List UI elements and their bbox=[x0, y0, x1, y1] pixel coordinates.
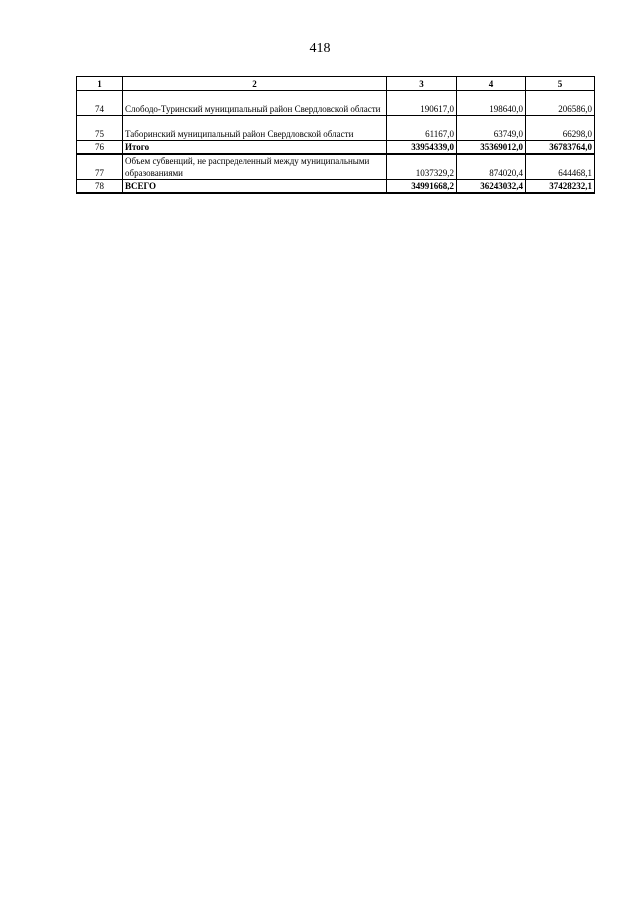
page-number: 418 bbox=[309, 41, 331, 56]
unallocated-label-text: Объем субвенций, не распределенный между муниципальными образованиями bbox=[125, 156, 370, 178]
column-header-2: 2 bbox=[123, 77, 387, 91]
municipality-name-text: Таборинский муниципальный район Свердловской области bbox=[125, 129, 354, 139]
value-col-4: 36243032,4 bbox=[457, 180, 526, 194]
row-number: 76 bbox=[77, 141, 123, 155]
unallocated-label bbox=[123, 154, 387, 180]
value-col-4: 35369012,0 bbox=[457, 141, 526, 155]
column-header-1: 1 bbox=[77, 77, 123, 91]
value-col-4: 63749,0 bbox=[457, 116, 526, 141]
value-col-5: 644468,1 bbox=[526, 154, 595, 180]
value-col-5: 66298,0 bbox=[526, 116, 595, 141]
value-col-3: 33954339,0 bbox=[387, 141, 457, 155]
municipality-name-text: Слободо-Туринский муниципальный район Свердловской области bbox=[125, 104, 381, 114]
row-number: 77 bbox=[77, 154, 123, 180]
subtotal-row bbox=[77, 141, 595, 155]
value-col-4: 874020,4 bbox=[457, 154, 526, 180]
subvention-table bbox=[76, 76, 595, 194]
value-col-3: 34991668,2 bbox=[387, 180, 457, 194]
total-label: ВСЕГО bbox=[123, 180, 387, 194]
municipality-name bbox=[123, 116, 387, 141]
row-number: 78 bbox=[77, 180, 123, 194]
value-col-5: 37428232,1 bbox=[526, 180, 595, 194]
row-number: 74 bbox=[77, 91, 123, 116]
value-col-3: 1037329,2 bbox=[387, 154, 457, 180]
value-col-5: 206586,0 bbox=[526, 91, 595, 116]
value-col-3: 190617,0 bbox=[387, 91, 457, 116]
value-col-5: 36783764,0 bbox=[526, 141, 595, 155]
value-col-4: 198640,0 bbox=[457, 91, 526, 116]
column-header-5: 5 bbox=[526, 77, 595, 91]
column-header-4: 4 bbox=[457, 77, 526, 91]
table-row bbox=[77, 91, 595, 116]
column-header-3: 3 bbox=[387, 77, 457, 91]
value-col-3: 61167,0 bbox=[387, 116, 457, 141]
subtotal-label: Итого bbox=[123, 141, 387, 155]
total-row bbox=[77, 180, 595, 194]
row-number: 75 bbox=[77, 116, 123, 141]
municipality-name bbox=[123, 91, 387, 116]
table-header-row bbox=[77, 77, 595, 91]
table-row bbox=[77, 154, 595, 180]
table-row bbox=[77, 116, 595, 141]
